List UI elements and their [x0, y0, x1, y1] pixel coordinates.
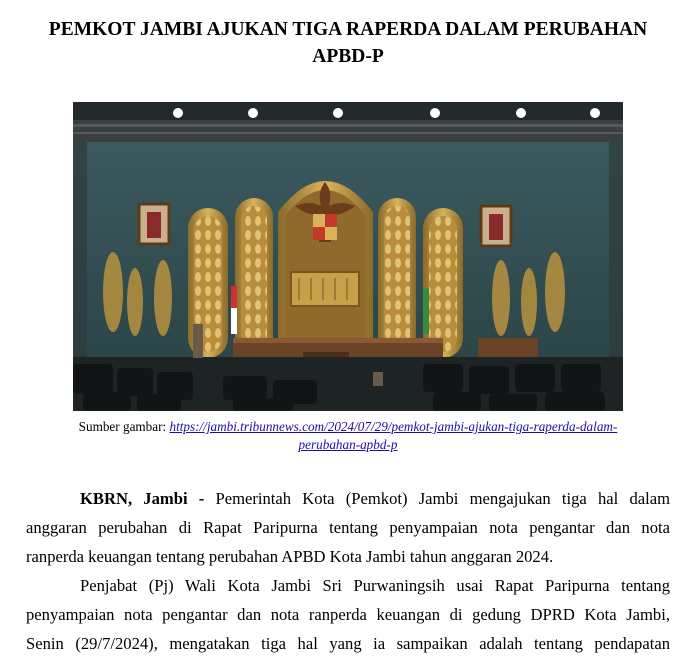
title-line-1: PEMKOT JAMBI AJUKAN TIGA RAPERDA DALAM PERUBAHAN [48, 19, 648, 40]
caption-label: Sumber gambar: [78, 419, 170, 434]
photo-caption [20, 418, 676, 454]
article-photo [73, 102, 623, 411]
paragraph-2-line-1: Penjabat (Pj) Wali Kota Jambi Sri Purwaningsih usai Rapat Paripurna tentang [80, 576, 670, 595]
paragraph-2-line-3: Senin (29/7/2024), mengatakan tiga hal yang ia sampaikan adalah tentang pendapatan [26, 634, 670, 653]
paragraph-1 [26, 484, 670, 571]
dateline: KBRN, Jambi - [80, 489, 205, 508]
title-line-2: APBD-P [312, 46, 384, 67]
paragraph-1-line-2: anggaran perubahan di Rapat Paripurna tentang penyampaian nota pengantar dan nota [26, 518, 670, 537]
paragraph-2-line-2: penyampaian nota pengantar dan nota ranperda keuangan di gedung DPRD Kota Jambi, [26, 605, 670, 624]
assembly-hall-photo-icon [73, 102, 623, 411]
source-link[interactable]: https://jambi.tribunnews.com/2024/07/29/pemkot-jambi-ajukan-tiga-raperda-dalam- [169, 419, 618, 434]
source-link-continued[interactable]: perubahan-apbd-p [298, 437, 398, 452]
paragraph-1-line-1 [26, 484, 670, 513]
paragraph-2 [26, 571, 670, 658]
paragraph-1-line-1-text: Pemerintah Kota (Pemkot) Jambi mengajukan tiga hal dalam [204, 489, 670, 508]
paragraph-1-line-3: ranperda keuangan tentang perubahan APBD Kota Jambi tahun anggaran 2024. [26, 547, 554, 566]
article-title [20, 16, 676, 70]
